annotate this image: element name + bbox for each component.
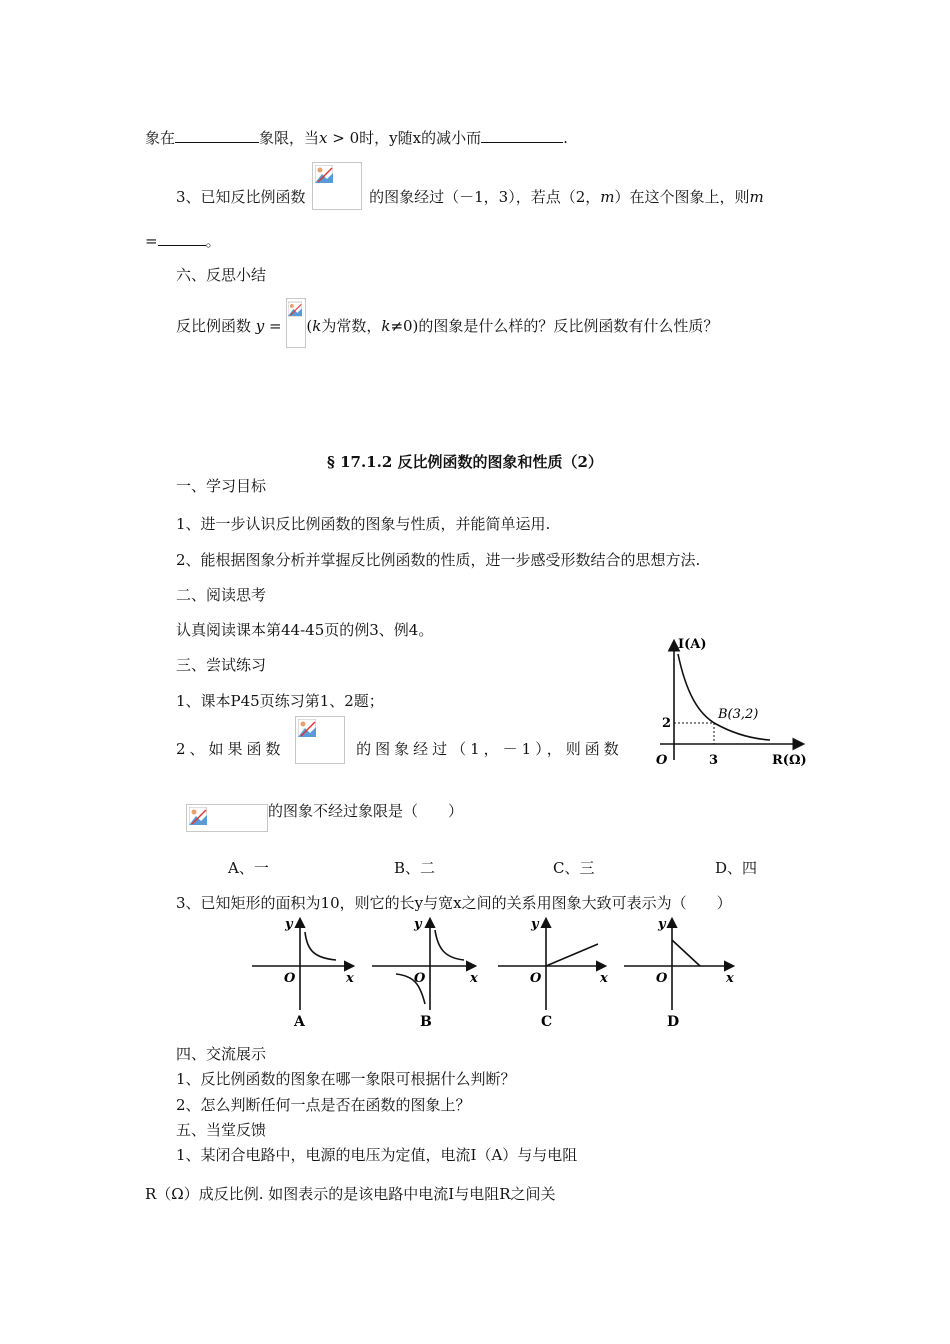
text: 的图象经过（－1，3），若点（2， bbox=[369, 188, 601, 206]
text: 2、如果函数 bbox=[176, 740, 285, 758]
graph-b bbox=[372, 917, 478, 1030]
svg-text:O: O bbox=[656, 971, 668, 986]
graph-d bbox=[624, 917, 734, 1030]
text: ≠0)的图象是什么样的？反比例函数有什么性质？ bbox=[390, 317, 719, 335]
x-tick: 3 bbox=[709, 753, 719, 768]
goal-item-1: 1、进一步认识反比例函数的图象与性质，并能简单运用. bbox=[176, 515, 551, 533]
svg-text:A: A bbox=[294, 1014, 305, 1030]
option-b[interactable]: B、二 bbox=[394, 859, 436, 877]
svg-text:D: D bbox=[667, 1014, 680, 1030]
feedback-q1-line2: R（Ω）成反比例. 如图表示的是该电路中电流I与电阻R之间关 bbox=[145, 1185, 556, 1203]
var-m: m bbox=[749, 188, 764, 206]
practice-q1: 1、课本P45页练习第1、2题； bbox=[176, 692, 384, 710]
heading-reflection: 六、反思小结 bbox=[176, 266, 267, 284]
var-m: m bbox=[600, 188, 615, 206]
svg-text:O: O bbox=[530, 971, 542, 986]
svg-text:y: y bbox=[658, 917, 666, 932]
heading-practice: 三、尝试练习 bbox=[176, 656, 267, 674]
reading-text: 认真阅读课本第44-45页的例3、例4。 bbox=[176, 621, 434, 639]
svg-text:y: y bbox=[285, 917, 293, 932]
formula-image-icon bbox=[295, 716, 345, 764]
text: ）在这个图象上，则 bbox=[614, 188, 750, 206]
option-c[interactable]: C、三 bbox=[553, 859, 595, 877]
text: > 0时，y随x的减小而 bbox=[327, 129, 482, 147]
formula-image-icon bbox=[186, 804, 268, 832]
answer-blank[interactable] bbox=[481, 128, 563, 143]
svg-text:x: x bbox=[726, 971, 734, 986]
section-title: § 17.1.2 反比例函数的图象和性质（2） bbox=[327, 453, 603, 471]
var-k: k bbox=[381, 317, 391, 335]
svg-text:C: C bbox=[541, 1014, 553, 1030]
svg-text:x: x bbox=[470, 971, 478, 986]
text: 象限，当 bbox=[259, 129, 320, 147]
heading-reading: 二、阅读思考 bbox=[176, 586, 267, 604]
text: 象在 bbox=[145, 129, 176, 147]
var-y: y bbox=[255, 317, 265, 335]
text: 为常数， bbox=[321, 317, 382, 335]
formula-image-icon bbox=[312, 162, 362, 210]
graph-c bbox=[498, 917, 608, 1030]
text: . bbox=[563, 129, 568, 147]
goal-item-2: 2、能根据图象分析并掌握反比例函数的性质，进一步感受形数结合的思想方法. bbox=[176, 551, 701, 569]
y-tick: 2 bbox=[662, 716, 672, 731]
svg-text:O: O bbox=[284, 971, 296, 986]
answer-blank[interactable] bbox=[175, 128, 259, 143]
heading-feedback: 五、当堂反馈 bbox=[176, 1121, 267, 1139]
option-graphs bbox=[248, 914, 738, 1032]
formula-image-icon bbox=[286, 298, 306, 348]
option-d[interactable]: D、四 bbox=[715, 859, 758, 877]
option-a[interactable]: A、一 bbox=[228, 859, 269, 877]
y-label: I(A) bbox=[678, 637, 707, 652]
text-line-q3 bbox=[176, 174, 764, 222]
practice-q2 bbox=[176, 726, 623, 774]
text: = bbox=[264, 317, 287, 335]
origin-label: O bbox=[656, 753, 668, 768]
x-label: R(Ω) bbox=[772, 753, 807, 768]
answer-blank[interactable] bbox=[158, 231, 206, 246]
text: 的图象经过（1，－1），则函数 bbox=[356, 740, 623, 758]
text: ( bbox=[306, 317, 313, 335]
text: 反比例函数 bbox=[176, 317, 256, 335]
exchange-q2: 2、怎么判断任何一点是否在函数的图象上？ bbox=[176, 1096, 471, 1114]
svg-text:x: x bbox=[346, 971, 354, 986]
graph-a bbox=[252, 917, 354, 1030]
exchange-q1: 1、反比例函数的图象在哪一象限可根据什么判断？ bbox=[176, 1070, 516, 1088]
svg-text:y: y bbox=[414, 917, 422, 932]
circuit-graph bbox=[652, 632, 820, 772]
svg-text:O: O bbox=[414, 971, 426, 986]
var-k: k bbox=[312, 317, 322, 335]
heading-goals: 一、学习目标 bbox=[176, 477, 267, 495]
text-line-equals bbox=[145, 230, 221, 252]
practice-q3: 3、已知矩形的面积为10，则它的长y与宽x之间的关系用图象大致可表示为（ ） bbox=[176, 894, 732, 912]
practice-q2-cont bbox=[186, 798, 463, 826]
svg-text:B: B bbox=[420, 1014, 432, 1030]
text: 3、已知反比例函数 bbox=[176, 188, 306, 206]
text: 的图象不经过象限是（ ） bbox=[268, 802, 464, 820]
feedback-q1-line1: 1、某闭合电路中，电源的电压为定值，电流I（A）与与电阻 bbox=[176, 1146, 578, 1164]
svg-text:y: y bbox=[531, 917, 539, 932]
svg-text:x: x bbox=[600, 971, 608, 986]
text: 。 bbox=[205, 232, 221, 250]
heading-exchange: 四、交流展示 bbox=[176, 1045, 267, 1063]
curve bbox=[678, 654, 770, 740]
text: = bbox=[145, 232, 158, 250]
point-label: B(3,2) bbox=[718, 707, 759, 722]
var-x: x bbox=[319, 129, 328, 147]
text-line-quadrant bbox=[145, 127, 568, 149]
text-line-reflection bbox=[176, 302, 718, 352]
